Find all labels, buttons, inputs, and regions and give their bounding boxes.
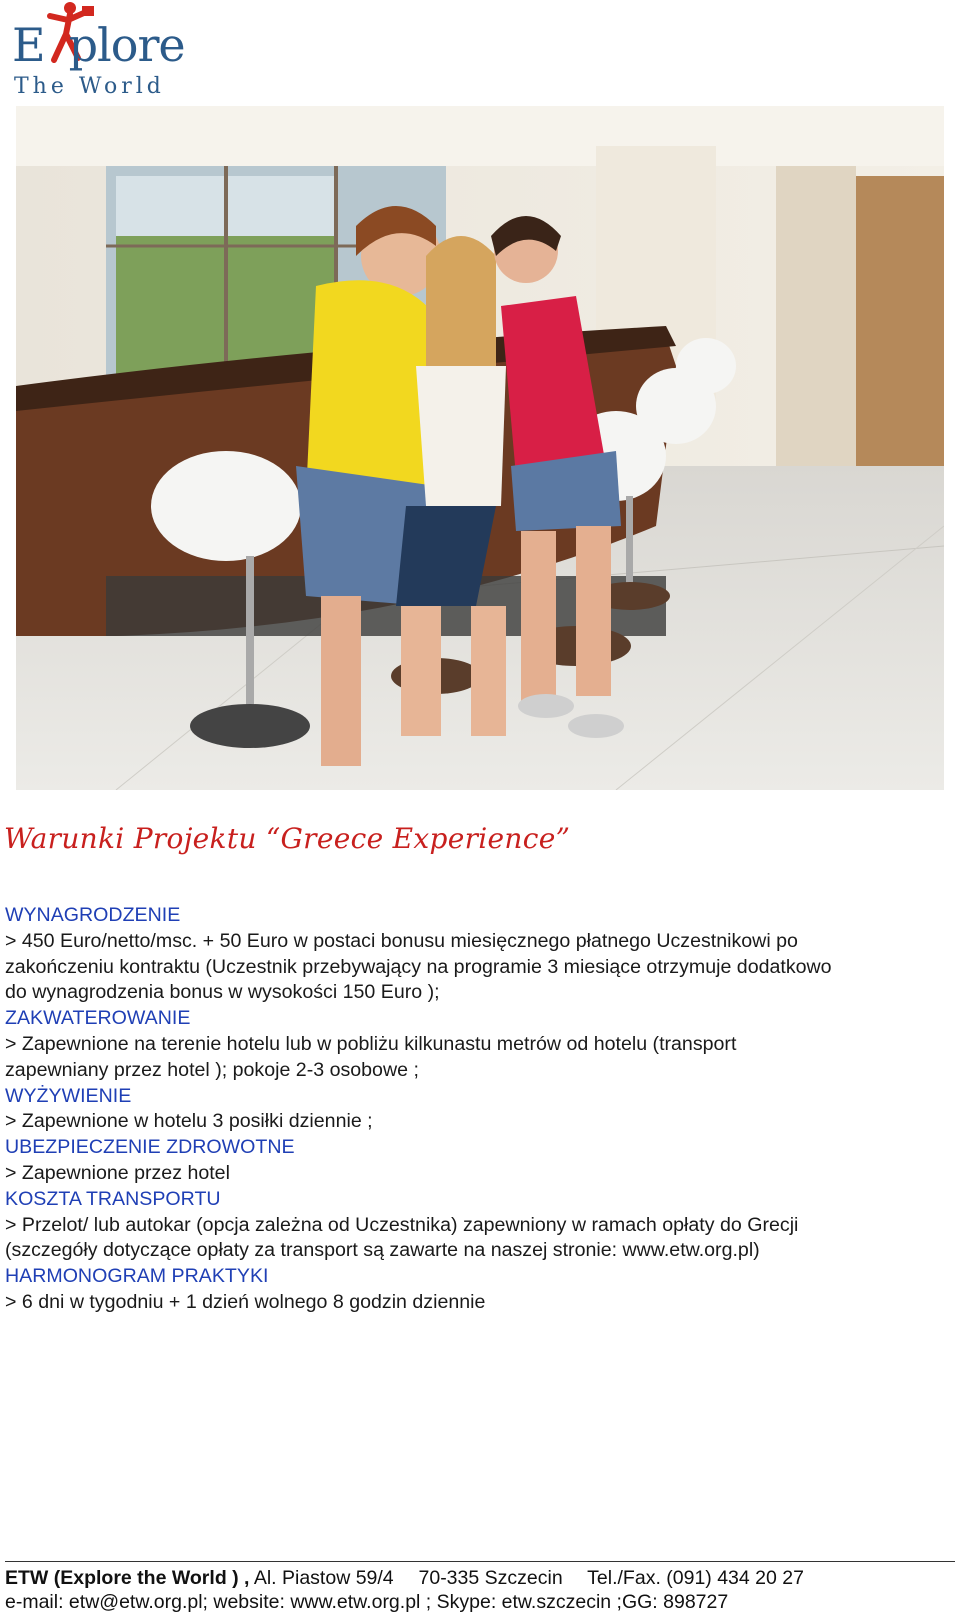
footer-address: Al. Piastow 59/4 <box>253 1567 394 1589</box>
footer-phone: Tel./Fax. (091) 434 20 27 <box>587 1567 804 1589</box>
section-title-insurance: UBEZPIECZENIE ZDROWOTNE <box>5 1136 295 1159</box>
footer-contacts: e-mail: etw@etw.org.pl; website: www.etw.org.pl ; Skype: etw.szczecin ;GG: 898727 <box>5 1591 729 1613</box>
section-title-meals: WYŻYWIENIE <box>5 1084 132 1107</box>
logo-tagline: The World <box>14 74 165 99</box>
section-text-line: > Zapewnione w hotelu 3 posiłki dziennie ; <box>5 1110 373 1133</box>
hotel-bar-photo <box>16 106 944 790</box>
section-title-schedule: HARMONOGRAM PRAKTYKI <box>5 1265 269 1288</box>
section-text-line: do wynagrodzenia bonus w wysokości 150 Euro ); <box>5 981 440 1004</box>
conditions-content <box>5 903 950 1316</box>
section-title-accommodation: ZAKWATEROWANIE <box>5 1007 191 1030</box>
footer-company: ETW (Explore the World ) , <box>5 1567 250 1589</box>
section-text-line: > Zapewnione na terenie hotelu lub w pobliżu kilkunastu metrów od hotelu (transport <box>5 1032 737 1055</box>
section-title-salary: WYNAGRODZENIE <box>5 904 181 926</box>
footer-postal: 70-335 Szczecin <box>418 1567 563 1589</box>
section-text-line: > Zapewnione przez hotel <box>5 1161 230 1184</box>
section-text-line: > Przelot/ lub autokar (opcja zależna od Uczestnika) zapewniony w ramach opłaty do Grecji <box>5 1213 799 1236</box>
section-text-line: > 450 Euro/netto/msc. + 50 Euro w postaci bonusu miesięcznego płatnego Uczestnikowi po <box>5 929 798 952</box>
footer <box>5 1566 955 1614</box>
section-text-line: (szczegóły dotyczące opłaty za transport są zawarte na naszej stronie: www.etw.org.pl) <box>5 1239 760 1262</box>
footer-divider <box>5 1561 955 1562</box>
section-title-transport: KOSZTA TRANSPORTU <box>5 1187 221 1210</box>
section-text-line: zapewniany przez hotel ); pokoje 2-3 osobowe ; <box>5 1058 419 1081</box>
footer-line-1 <box>5 1566 955 1590</box>
logo <box>8 0 208 104</box>
section-text-line: > 6 dni w tygodniu + 1 dzień wolnego 8 godzin dziennie <box>5 1290 486 1313</box>
section-text-line: zakończeniu kontraktu (Uczestnik przebywający na programie 3 miesiące otrzymuje dodatkowo <box>5 955 832 978</box>
project-heading: Warunki Projektu “Greece Experience” <box>4 822 571 855</box>
logo-text: E plore <box>12 18 185 72</box>
